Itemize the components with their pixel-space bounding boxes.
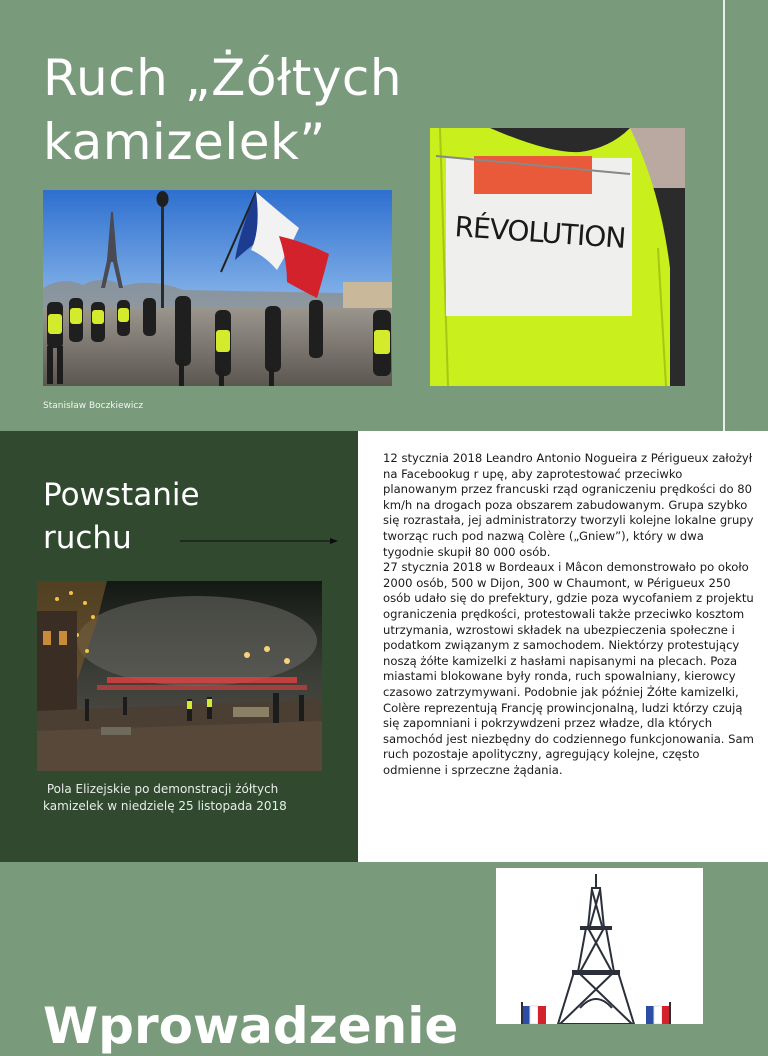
origin-body-text bbox=[383, 451, 755, 778]
photo-caption-text: Pola Elizejskie po demonstracji żółtych kamizelek w niedzielę 25 listopada 2018 bbox=[43, 782, 287, 813]
arrow-right-icon bbox=[180, 536, 340, 546]
origin-heading-line-1: Powstanie bbox=[43, 477, 200, 513]
title-line-2: kamizelek” bbox=[43, 113, 326, 171]
author-credit: Stanisław Boczkiewicz bbox=[43, 401, 144, 411]
vest-sign-text: RÉVOLUTION bbox=[453, 210, 627, 255]
title-line-1: Ruch „Żółtych bbox=[43, 49, 403, 107]
intro-heading: Wprowadzenie bbox=[43, 997, 459, 1055]
eiffel-tower-card bbox=[496, 868, 703, 1024]
protest-photo bbox=[43, 190, 392, 386]
vertical-divider bbox=[723, 0, 725, 431]
eiffel-tower-icon bbox=[496, 868, 703, 1024]
vest-photo bbox=[430, 128, 685, 386]
origin-heading bbox=[43, 474, 200, 560]
champs-elysees-photo bbox=[37, 581, 322, 771]
origin-paragraph-2: 27 stycznia 2018 w Bordeaux i Mâcon demonstrowało po około 2000 osób, 500 w Dijon, 300 w Chaumont, w Périgueux 250 osób udało się do prefektury, gdzie poza wycofaniem z projektu ograniczenia prędkości, protestowali także przeciwko kosztom utrzymania, wzrostowi składek na ubezpieczenia społeczne i podatkom związanym z samochodem. Niektórzy protestujący noszą żółte kamizelki z hasłami napisanymi na plecach. Poza miastami blokowane były ronda, ruch spowalniany, kierowcy czasowo zatrzymywani. Podobnie jak później Żółte kamizelki, Colère reprezentują Francję prowincjonalną, ludzi którzy czują się zapomniani i pokrzywdzeni przez władze, dla których samochód jest niezbędny do codziennego funkcjonowania. Sam ruch pozostaje apolityczny, agregujący kolejne, często odmienne i sprzeczne żądania. bbox=[383, 560, 754, 777]
photo-caption bbox=[43, 781, 333, 815]
origin-paragraph-1: 12 stycznia 2018 Leandro Antonio Nogueira z Périgueux założył na Facebookug r upę, aby zaprotestować przeciwko planowanym przez francuski rząd ograniczeniu prędkości do 80 km/h na drogach poza obszarem zabudowanym. Grupa szybko się rozrastała, jej administratorzy tworzyli kolejne lokalne grupy tworząc ruch pod nazwą Colère („Gniew”), który w dwa tygodnie skupił 80 000 osób. bbox=[383, 451, 754, 559]
page-title bbox=[43, 46, 402, 174]
origin-heading-line-2: ruchu bbox=[43, 520, 132, 556]
